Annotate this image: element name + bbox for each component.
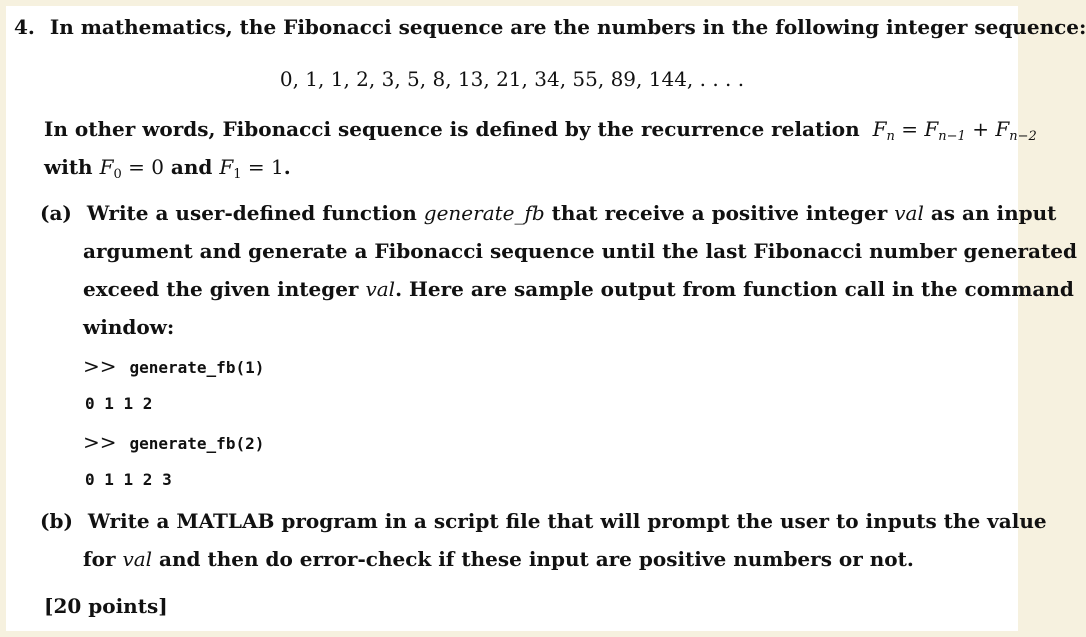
part-a-text-4: exceed the given integer [83, 277, 359, 301]
variable-val-3: val [122, 547, 153, 571]
example-2-prompt: >> [83, 430, 117, 454]
part-a-line-3 [83, 277, 1074, 301]
part-a-text-3: as an input [930, 201, 1057, 225]
part-a-line-4: window: [83, 315, 175, 339]
recurrence-line [44, 117, 1037, 149]
example-2-code: generate_fb(2) [129, 434, 265, 453]
part-a-text-2: that receive a positive integer [551, 201, 888, 225]
part-b-label: (b) [40, 509, 73, 533]
question-number: 4. [14, 15, 35, 39]
part-a-label: (a) [40, 201, 72, 225]
variable-val-2: val [365, 277, 396, 301]
recurrence-formula: $F_n = F_{n-1} + F_{n-2}$ [872, 117, 1037, 144]
part-a-text-5: . Here are sample output from function call in the command [395, 277, 1074, 301]
points: [20 points] [44, 594, 168, 618]
question-intro: In mathematics, the Fibonacci sequence are the numbers in the following integer sequence: [49, 15, 1086, 39]
example-1-output: 0 1 1 2 [85, 394, 153, 413]
part-a-line-2: argument and generate a Fibonacci sequence until the last Fibonacci number generated [83, 239, 1077, 263]
part-a-line-1 [40, 201, 1056, 225]
part-b-text-2: for [83, 547, 116, 571]
part-b-text-1: Write a MATLAB program in a script file that will prompt the user to inputs the value [87, 509, 1047, 533]
part-b-text-3: and then do error-check if these input are positive numbers or not. [159, 547, 914, 571]
initial-conditions: with $F_0 = 0$ and $F_1 = 1$. [44, 155, 291, 182]
question-intro-line [14, 15, 1086, 39]
function-name: generate_fb [423, 201, 545, 225]
recurrence-text: In other words, Fibonacci sequence is defined by the recurrence relation [44, 117, 860, 141]
part-b-line-1 [40, 509, 1047, 533]
part-a-text-1: Write a user-defined function [86, 201, 417, 225]
part-b-line-2 [83, 547, 914, 571]
example-2-command [83, 430, 264, 456]
example-2-output: 0 1 1 2 3 [85, 470, 172, 489]
example-1-command [83, 354, 264, 380]
fibonacci-sequence: 0, 1, 1, 2, 3, 5, 8, 13, 21, 34, 55, 89, 144, . . . . [279, 67, 745, 91]
example-1-prompt: >> [83, 354, 117, 378]
question-page [6, 6, 1086, 631]
variable-val: val [894, 201, 924, 225]
example-1-code: generate_fb(1) [129, 358, 265, 377]
